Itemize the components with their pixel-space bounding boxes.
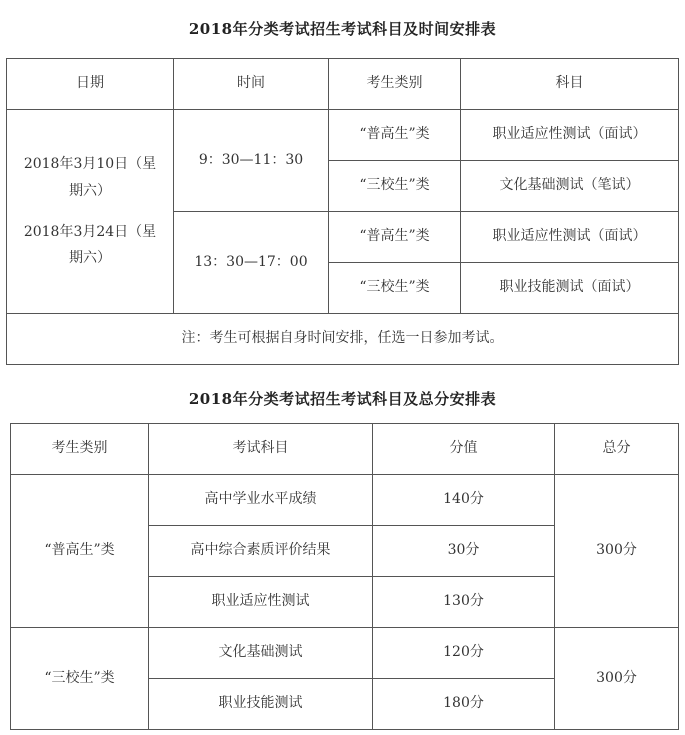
category-cell: “普高生”类 (329, 110, 461, 161)
category-sanxiao: “三校生”类 (11, 628, 149, 730)
subject-cell: 高中综合素质评价结果 (149, 526, 373, 577)
header-subject: 考试科目 (149, 424, 373, 475)
total-putong: 300分 (555, 475, 679, 628)
header-date: 日期 (7, 59, 174, 110)
schedule-table-title: 2018年分类考试招生考试科目及时间安排表 (188, 20, 497, 38)
subject-cell: 文化基础测试 (149, 628, 373, 679)
date-cell (7, 110, 174, 314)
subject-cell: 文化基础测试（笔试） (461, 161, 679, 212)
category-putong: “普高生”类 (11, 475, 149, 628)
score-table-title: 2018年分类考试招生考试科目及总分安排表 (188, 390, 497, 408)
subject-cell: 职业适应性测试（面试） (461, 110, 679, 161)
time-afternoon: 13：30—17：00 (174, 212, 329, 314)
table-row (11, 475, 679, 526)
header-category: 考生类别 (11, 424, 149, 475)
subject-cell: 职业技能测试 (149, 679, 373, 730)
score-cell: 130分 (373, 577, 555, 628)
note-row (7, 314, 679, 365)
score-header-row (11, 424, 679, 475)
header-total: 总分 (555, 424, 679, 475)
score-cell: 120分 (373, 628, 555, 679)
time-morning: 9：30—11：30 (174, 110, 329, 212)
schedule-note: 注：考生可根据自身时间安排，任选一日参加考试。 (7, 314, 679, 365)
schedule-table (6, 58, 679, 365)
table-row (11, 628, 679, 679)
subject-cell: 职业技能测试（面试） (461, 263, 679, 314)
exam-date-2: 2018年3月24日（星期六） (23, 223, 157, 267)
category-cell: “普高生”类 (329, 212, 461, 263)
score-cell: 30分 (373, 526, 555, 577)
score-table (10, 423, 679, 730)
subject-cell: 职业适应性测试 (149, 577, 373, 628)
schedule-header-row (7, 59, 679, 110)
category-cell: “三校生”类 (329, 161, 461, 212)
header-time: 时间 (174, 59, 329, 110)
exam-date-1: 2018年3月10日（星期六） (23, 156, 157, 199)
score-cell: 140分 (373, 475, 555, 526)
total-sanxiao: 300分 (555, 628, 679, 730)
subject-cell: 职业适应性测试（面试） (461, 212, 679, 263)
header-subject: 科目 (461, 59, 679, 110)
category-cell: “三校生”类 (329, 263, 461, 314)
score-cell: 180分 (373, 679, 555, 730)
subject-cell: 高中学业水平成绩 (149, 475, 373, 526)
table-row (7, 110, 679, 161)
header-category: 考生类别 (329, 59, 461, 110)
header-score: 分值 (373, 424, 555, 475)
